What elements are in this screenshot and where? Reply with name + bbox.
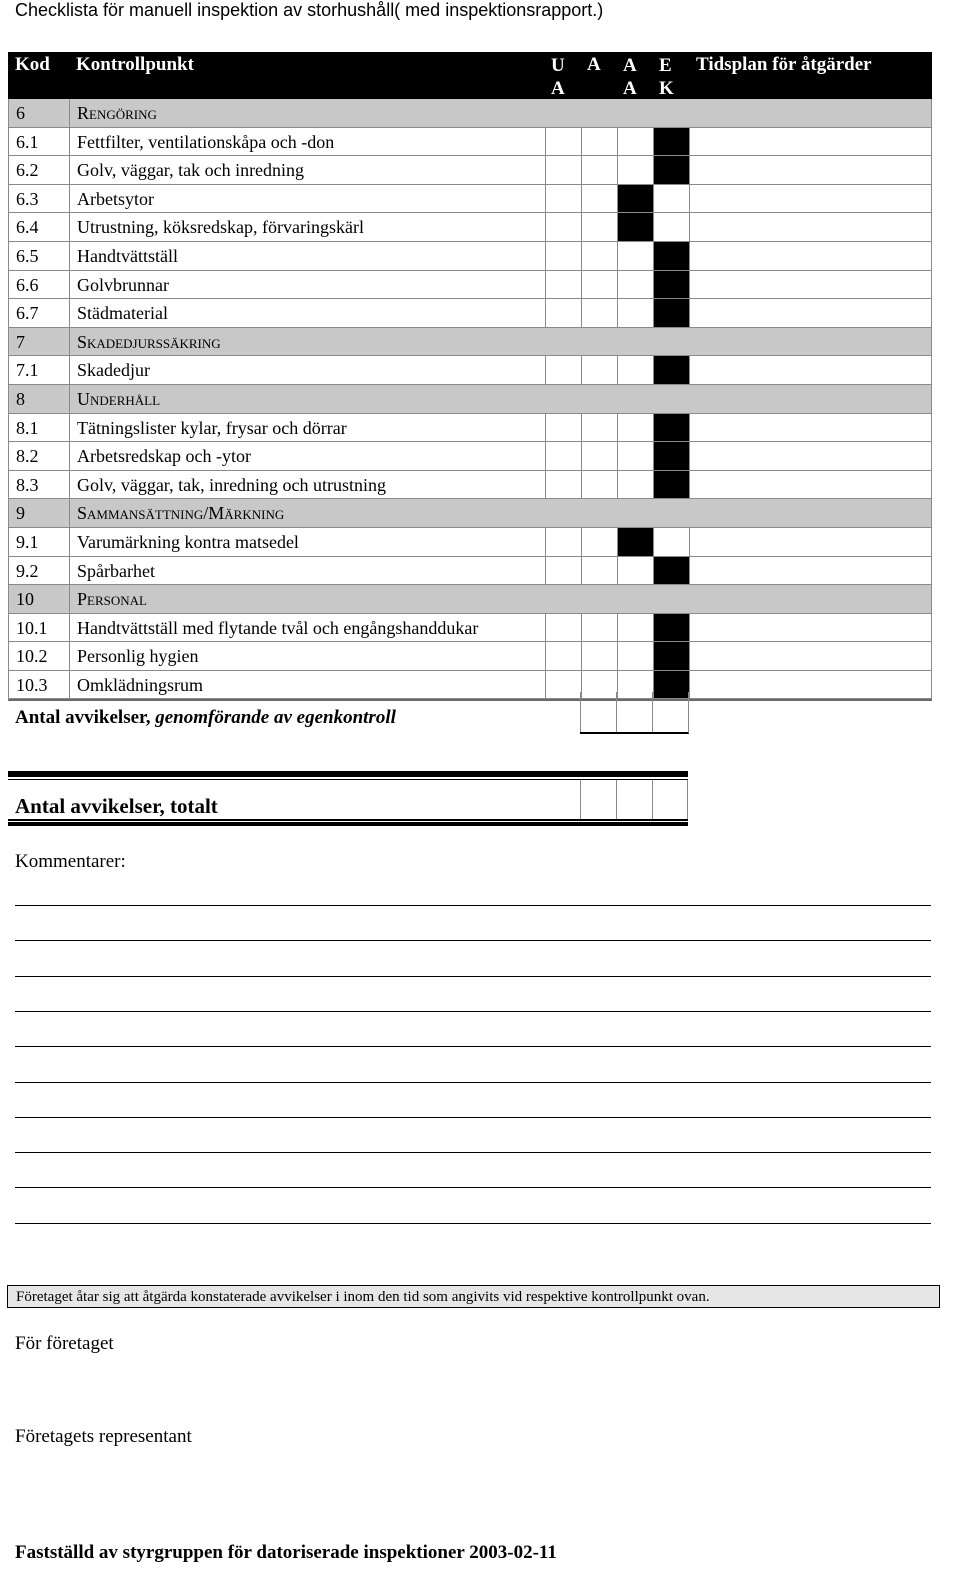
check-cell[interactable] — [545, 614, 581, 642]
table-row — [9, 614, 932, 643]
check-cell[interactable] — [581, 156, 617, 184]
check-cell[interactable] — [653, 185, 689, 213]
row-right-border — [931, 499, 932, 527]
row-kontrollpunkt: Städmaterial — [77, 303, 168, 324]
check-cell[interactable] — [581, 557, 617, 585]
row-kod: 6.5 — [16, 245, 39, 266]
check-cell[interactable] — [617, 271, 653, 299]
tidsplan-cell — [689, 642, 690, 670]
table-row — [9, 128, 932, 157]
row-right-border — [931, 299, 932, 327]
check-cell[interactable] — [545, 128, 581, 156]
comment-line[interactable] — [15, 1046, 931, 1047]
blocked-cell — [653, 414, 689, 442]
check-cell[interactable] — [545, 471, 581, 499]
tidsplan-cell — [689, 213, 690, 241]
check-cell[interactable] — [545, 414, 581, 442]
row-kontrollpunkt: Handtvättställ med flytande tvål och engångshanddukar — [77, 617, 479, 638]
check-cell[interactable] — [617, 614, 653, 642]
table-row — [9, 299, 932, 328]
table-row — [9, 642, 932, 671]
check-cell[interactable] — [617, 242, 653, 270]
check-cell[interactable] — [581, 356, 617, 384]
row-kod: 7 — [16, 331, 25, 352]
count-box-1[interactable] — [580, 692, 616, 732]
count-box-3[interactable] — [652, 692, 688, 732]
row-divider — [69, 385, 70, 413]
tidsplan-cell — [689, 528, 690, 556]
avvikelser-totalt-label: Antal avvikelser, totalt — [15, 794, 218, 818]
tidsplan-cell — [689, 299, 690, 327]
table-row — [9, 185, 932, 214]
blocked-cell — [653, 271, 689, 299]
check-cell[interactable] — [581, 242, 617, 270]
blocked-cell — [653, 128, 689, 156]
row-kod: 10.1 — [16, 617, 48, 638]
row-right-border — [931, 557, 932, 585]
row-kontrollpunkt: Rengöring — [77, 103, 157, 123]
comments-label: Kommentarer: — [15, 851, 126, 872]
avvikelser-label: Antal avvikelser, — [15, 707, 151, 728]
check-cell[interactable] — [545, 299, 581, 327]
check-cell[interactable] — [617, 156, 653, 184]
row-kod: 9 — [16, 503, 25, 524]
check-cell[interactable] — [581, 642, 617, 670]
check-cell[interactable] — [545, 442, 581, 470]
row-kontrollpunkt: Arbetsytor — [77, 188, 154, 209]
row-right-border — [931, 471, 932, 499]
table-row — [9, 271, 932, 300]
check-cell[interactable] — [653, 213, 689, 241]
table-row — [9, 471, 932, 500]
row-kontrollpunkt: Varumärkning kontra matsedel — [77, 531, 299, 552]
tidsplan-cell — [689, 156, 690, 184]
row-kod: 7.1 — [16, 360, 39, 381]
row-right-border — [931, 328, 932, 356]
check-cell[interactable] — [545, 557, 581, 585]
blocked-cell — [653, 442, 689, 470]
blocked-cell — [653, 471, 689, 499]
check-cell[interactable] — [545, 356, 581, 384]
row-kontrollpunkt: Utrustning, köksredskap, förvaringskärl — [77, 217, 364, 238]
header-a: A — [587, 54, 601, 75]
document-title: Checklista för manuell inspektion av storhushåll( med inspektionsrapport.) — [15, 0, 604, 20]
table-header — [8, 52, 932, 99]
section-row — [9, 385, 932, 414]
row-divider — [69, 414, 70, 442]
commitment-notice: Företaget åtar sig att åtgärda konstaterade avvikelser i inom den tid som angivits vid respektive kontrollpunkt ovan. — [7, 1285, 940, 1308]
check-cell[interactable] — [617, 642, 653, 670]
row-divider — [69, 213, 70, 241]
row-kod: 6.4 — [16, 217, 39, 238]
table-row — [9, 242, 932, 271]
row-kontrollpunkt: Personlig hygien — [77, 646, 199, 667]
row-right-border — [931, 356, 932, 384]
checklist-table — [8, 52, 932, 701]
total-box-2[interactable] — [616, 780, 652, 820]
check-cell[interactable] — [581, 614, 617, 642]
row-divider — [69, 128, 70, 156]
row-kod: 6.2 — [16, 160, 39, 181]
for-foretaget-label: För företaget — [15, 1333, 114, 1354]
row-kod: 6.1 — [16, 131, 39, 152]
check-cell[interactable] — [617, 442, 653, 470]
row-kod: 8.1 — [16, 417, 39, 438]
blocked-cell — [617, 528, 653, 556]
row-divider — [69, 271, 70, 299]
header-aa: A A — [623, 55, 637, 99]
row-kontrollpunkt: Skadedjur — [77, 360, 150, 381]
table-body — [8, 99, 932, 701]
count-box-2[interactable] — [616, 692, 652, 732]
row-kod: 10 — [16, 589, 34, 610]
table-row — [9, 213, 932, 242]
row-kod: 6 — [16, 103, 25, 123]
row-kontrollpunkt: Golvbrunnar — [77, 274, 169, 295]
check-cell[interactable] — [653, 528, 689, 556]
check-cell[interactable] — [617, 557, 653, 585]
blocked-cell — [653, 642, 689, 670]
tidsplan-cell — [689, 271, 690, 299]
total-box-3[interactable] — [652, 780, 688, 820]
row-divider — [69, 99, 70, 127]
row-right-border — [931, 99, 932, 127]
table-row — [9, 156, 932, 185]
header-tidsplan: Tidsplan för åtgärder — [696, 54, 872, 75]
egenkontroll-count-boxes — [580, 692, 689, 734]
comment-line[interactable] — [15, 976, 931, 977]
egenkontroll-label: genomförande av egenkontroll — [155, 707, 396, 728]
check-cell[interactable] — [617, 128, 653, 156]
row-kontrollpunkt: Sammansättning/Märkning — [77, 503, 285, 524]
row-divider — [69, 442, 70, 470]
row-kontrollpunkt: Omklädningsrum — [77, 674, 203, 695]
row-divider — [69, 642, 70, 670]
comment-line[interactable] — [15, 1152, 931, 1153]
row-kod: 8.2 — [16, 446, 39, 467]
check-cell[interactable] — [545, 213, 581, 241]
blocked-cell — [653, 299, 689, 327]
tidsplan-cell — [689, 414, 690, 442]
row-kod: 6.3 — [16, 188, 39, 209]
row-right-border — [931, 414, 932, 442]
check-cell[interactable] — [545, 671, 581, 699]
check-cell[interactable] — [545, 156, 581, 184]
footer-text: Fastställd av styrgruppen för datoriserade inspektioner 2003-02-11 — [15, 1542, 557, 1563]
check-cell[interactable] — [617, 471, 653, 499]
check-cell[interactable] — [581, 213, 617, 241]
row-divider — [69, 671, 70, 699]
comment-line[interactable] — [15, 1223, 931, 1224]
check-cell[interactable] — [617, 414, 653, 442]
divider-thick-bottom — [8, 822, 688, 826]
row-right-border — [931, 385, 932, 413]
blocked-cell — [653, 156, 689, 184]
tidsplan-cell — [689, 128, 690, 156]
row-right-border — [931, 213, 932, 241]
row-kod: 10.3 — [16, 674, 48, 695]
comment-line[interactable] — [15, 1011, 931, 1012]
row-divider — [69, 471, 70, 499]
divider-thick-top — [8, 771, 688, 777]
check-cell[interactable] — [545, 185, 581, 213]
comment-line[interactable] — [15, 1117, 931, 1118]
row-kontrollpunkt: Golv, väggar, tak och inredning — [77, 160, 305, 181]
row-kontrollpunkt: Personal — [77, 589, 147, 610]
check-cell[interactable] — [545, 528, 581, 556]
check-cell[interactable] — [581, 414, 617, 442]
header-kod: Kod — [15, 54, 50, 75]
row-right-border — [931, 271, 932, 299]
tidsplan-cell — [689, 671, 690, 699]
check-cell[interactable] — [581, 299, 617, 327]
header-ua: U A — [551, 55, 565, 99]
table-row — [9, 557, 932, 586]
row-kontrollpunkt: Fettfilter, ventilationskåpa och -don — [77, 131, 335, 152]
section-row — [9, 585, 932, 614]
row-right-border — [931, 442, 932, 470]
row-right-border — [931, 156, 932, 184]
section-row — [9, 99, 932, 128]
row-divider — [69, 156, 70, 184]
row-divider — [69, 614, 70, 642]
section-row — [9, 499, 932, 528]
check-cell[interactable] — [581, 471, 617, 499]
comment-line[interactable] — [15, 1187, 931, 1188]
check-cell[interactable] — [581, 528, 617, 556]
check-cell[interactable] — [545, 271, 581, 299]
representant-label: Företagets representant — [15, 1426, 192, 1447]
check-cell[interactable] — [581, 128, 617, 156]
row-kontrollpunkt: Skadedjurssäkring — [77, 331, 221, 352]
tidsplan-cell — [689, 356, 690, 384]
check-cell[interactable] — [581, 271, 617, 299]
blocked-cell — [653, 242, 689, 270]
check-cell[interactable] — [545, 642, 581, 670]
comment-line[interactable] — [15, 1082, 931, 1083]
row-kod: 8.3 — [16, 474, 39, 495]
row-right-border — [931, 185, 932, 213]
totalt-count-boxes — [580, 780, 688, 820]
row-kontrollpunkt: Spårbarhet — [77, 560, 155, 581]
row-divider — [69, 242, 70, 270]
row-divider — [69, 185, 70, 213]
blocked-cell — [653, 557, 689, 585]
tidsplan-cell — [689, 185, 690, 213]
row-right-border — [931, 614, 932, 642]
tidsplan-cell — [689, 442, 690, 470]
row-right-border — [931, 528, 932, 556]
avvikelser-egenkontroll-label — [15, 707, 396, 729]
row-right-border — [931, 642, 932, 670]
table-row — [9, 414, 932, 443]
row-right-border — [931, 671, 932, 699]
row-divider — [69, 299, 70, 327]
row-divider — [69, 356, 70, 384]
comment-line[interactable] — [15, 905, 931, 906]
row-kod: 6.7 — [16, 303, 39, 324]
blocked-cell — [617, 185, 653, 213]
check-cell[interactable] — [617, 356, 653, 384]
row-kod: 6.6 — [16, 274, 39, 295]
section-row — [9, 328, 932, 357]
total-box-1[interactable] — [580, 780, 616, 820]
table-row — [9, 442, 932, 471]
check-cell[interactable] — [581, 442, 617, 470]
row-divider — [69, 585, 70, 613]
row-divider — [69, 528, 70, 556]
row-right-border — [931, 128, 932, 156]
row-divider — [69, 328, 70, 356]
row-kod: 9.2 — [16, 560, 39, 581]
row-kontrollpunkt: Underhåll — [77, 388, 161, 409]
row-divider — [69, 557, 70, 585]
row-kod: 8 — [16, 388, 25, 409]
blocked-cell — [653, 614, 689, 642]
check-cell[interactable] — [545, 242, 581, 270]
table-row — [9, 356, 932, 385]
check-cell[interactable] — [617, 299, 653, 327]
row-right-border — [931, 585, 932, 613]
tidsplan-cell — [689, 557, 690, 585]
row-kod: 9.1 — [16, 531, 39, 552]
header-ek: E K — [659, 55, 674, 99]
tidsplan-cell — [689, 614, 690, 642]
row-kontrollpunkt: Golv, väggar, tak, inredning och utrustning — [77, 474, 387, 495]
tidsplan-cell — [689, 242, 690, 270]
row-kod: 10.2 — [16, 646, 48, 667]
tidsplan-cell — [689, 471, 690, 499]
row-divider — [69, 499, 70, 527]
row-kontrollpunkt: Tätningslister kylar, frysar och dörrar — [77, 417, 347, 438]
check-cell[interactable] — [581, 185, 617, 213]
row-kontrollpunkt: Arbetsredskap och -ytor — [77, 446, 251, 467]
table-row — [9, 528, 932, 557]
divider-thin-bottom — [8, 819, 688, 821]
blocked-cell — [653, 356, 689, 384]
blocked-cell — [617, 213, 653, 241]
table-row — [9, 671, 932, 700]
row-right-border — [931, 242, 932, 270]
comment-line[interactable] — [15, 940, 931, 941]
row-kontrollpunkt: Handtvättställ — [77, 245, 178, 266]
header-kontrollpunkt: Kontrollpunkt — [76, 54, 194, 75]
